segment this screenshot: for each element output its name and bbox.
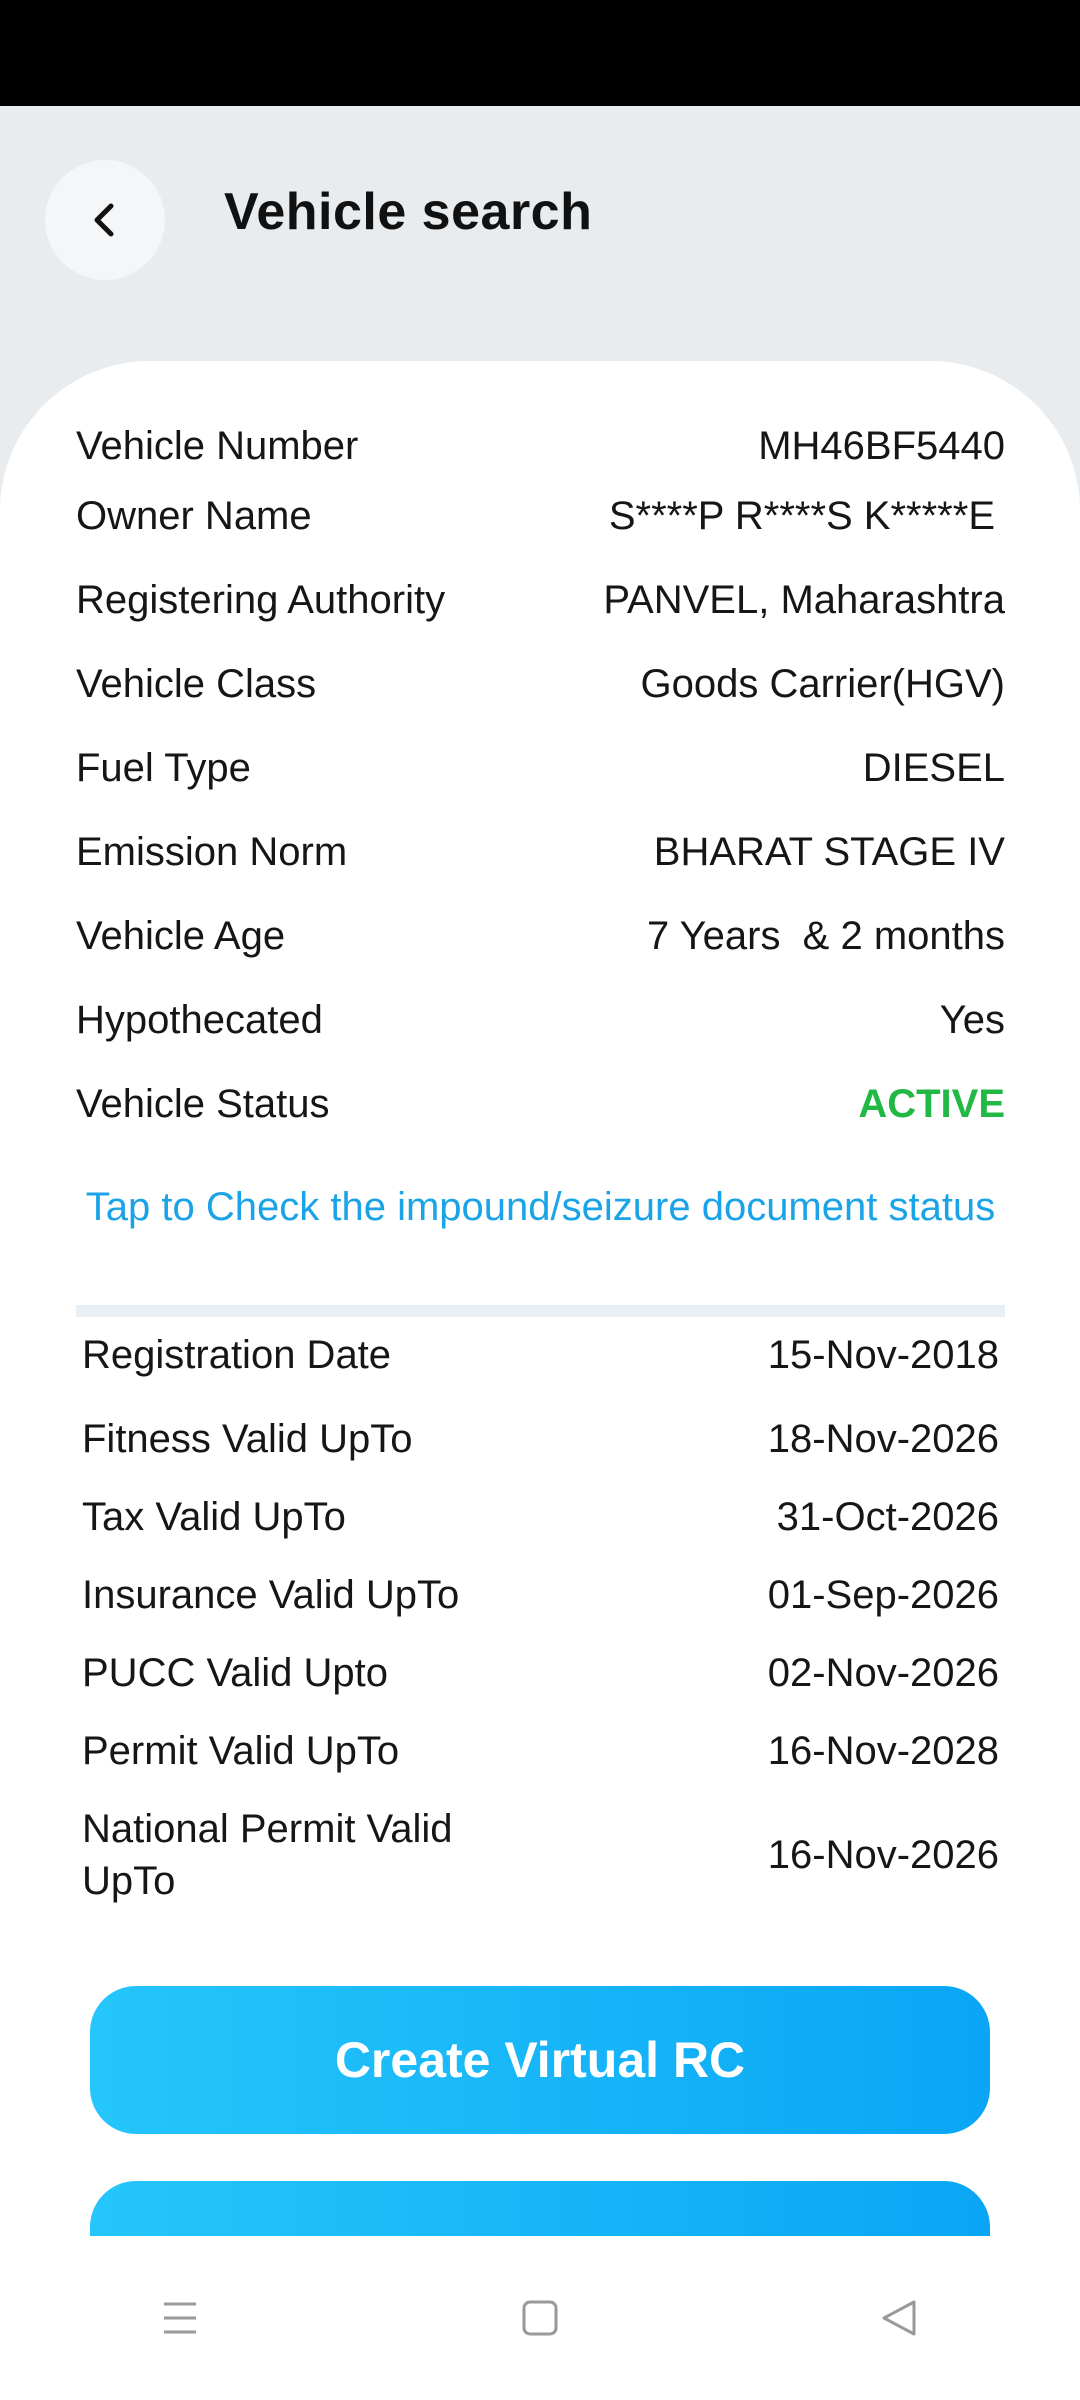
validity-row-permit [82,1725,999,1777]
nav-home-button[interactable] [510,2288,570,2348]
detail-row-registering-authority [76,578,1005,623]
nav-menu-button[interactable] [150,2288,210,2348]
detail-value: 7 Years & 2 months [646,914,1005,958]
detail-label: Emission Norm [76,830,348,874]
page-title: Vehicle search [224,183,593,241]
validity-row-pucc [82,1647,999,1699]
detail-value: PANVEL, Maharashtra [603,578,1005,622]
detail-label: Vehicle Number [76,424,359,468]
validity-row-national-permit [82,1803,999,1907]
detail-row-vehicle-status [76,1082,1005,1127]
validity-value: 16-Nov-2028 [767,1728,999,1773]
validity-label: Tax Valid UpTo [82,1495,346,1539]
validity-row-insurance [82,1569,999,1621]
status-badge: ACTIVE [858,1082,1005,1126]
detail-row-fuel-type [76,746,1005,791]
secondary-action-button[interactable] [90,2181,990,2236]
system-nav-bar [0,2236,1080,2400]
impound-status-link[interactable]: Tap to Check the impound/seizure document status [85,1185,996,1229]
detail-value: Goods Carrier(HGV) [640,662,1005,706]
menu-icon [156,2294,204,2342]
detail-value: MH46BF5440 [758,424,1005,468]
detail-row-owner-name [76,494,1005,539]
validity-label: PUCC Valid Upto [82,1651,389,1695]
nav-back-button[interactable] [870,2288,930,2348]
detail-label: Fuel Type [76,746,251,790]
detail-row-emission-norm [76,830,1005,875]
square-icon [516,2294,564,2342]
validity-value: 31-Oct-2026 [776,1494,999,1539]
triangle-back-icon [876,2294,924,2342]
detail-label: Vehicle Class [76,662,317,706]
validity-label: National Permit Valid UpTo [82,1807,453,1903]
detail-row-vehicle-class [76,662,1005,707]
detail-label: Vehicle Status [76,1082,330,1126]
validity-value: 02-Nov-2026 [767,1650,999,1695]
detail-row-hypothecated [76,998,1005,1043]
validity-label: Registration Date [82,1333,392,1377]
status-bar [0,0,1080,106]
validity-value: 16-Nov-2026 [767,1832,999,1877]
divider [76,1305,1005,1317]
detail-value: Yes [939,998,1005,1042]
validity-value: 15-Nov-2018 [767,1332,999,1377]
detail-label: Hypothecated [76,998,323,1042]
validity-label: Fitness Valid UpTo [82,1417,413,1461]
detail-label: Owner Name [76,494,312,538]
validity-label: Insurance Valid UpTo [82,1573,460,1617]
validity-value: 01-Sep-2026 [767,1572,999,1617]
validity-row-tax [82,1491,999,1543]
detail-label: Registering Authority [76,578,446,622]
detail-label: Vehicle Age [76,914,286,958]
validity-row-registration-date [82,1329,999,1381]
validity-row-fitness [82,1413,999,1465]
validity-value: 18-Nov-2026 [767,1416,999,1461]
validity-label: Permit Valid UpTo [82,1729,400,1773]
detail-row-vehicle-age [76,914,1005,959]
detail-row-vehicle-number [76,424,1005,469]
create-virtual-rc-button[interactable]: Create Virtual RC [90,1986,990,2134]
chevron-left-icon [85,200,125,240]
detail-value: S****P R****S K*****E [608,494,995,538]
back-button[interactable] [45,160,165,280]
detail-value: BHARAT STAGE IV [653,830,1005,874]
detail-value: DIESEL [862,746,1005,790]
app-header [0,106,1080,361]
vehicle-details-card [0,361,1080,2236]
